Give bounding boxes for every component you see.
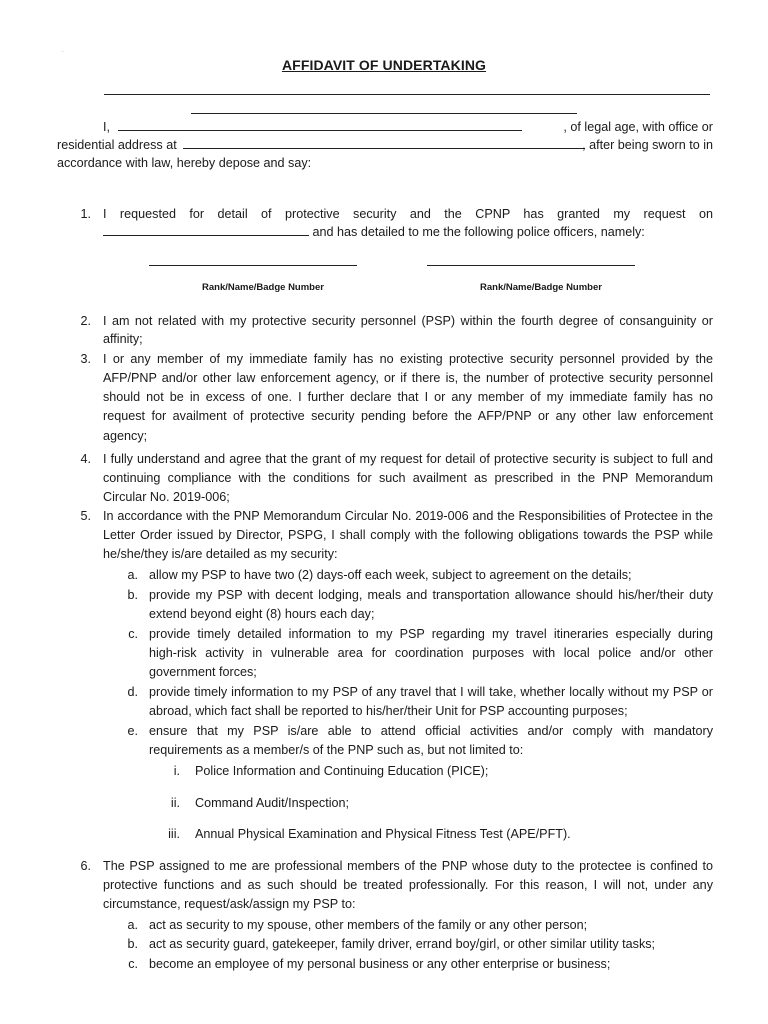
intro-line-2: [57, 136, 713, 154]
item-2-line-2: affinity;: [103, 332, 143, 346]
item-5a-label: a.: [127, 568, 138, 582]
intro-line-1: [103, 118, 713, 136]
item-5e-i-label: i.: [173, 764, 180, 778]
item-5b-line-2: extend beyond eight (8) hours each day;: [149, 607, 375, 621]
item-5b-line-1: provide my PSP with decent lodging, meals and transportation allowance should his/her/their duty: [149, 588, 713, 602]
item-5e-ii-label: ii.: [170, 796, 180, 810]
header-blank-line-1: [104, 94, 710, 95]
header-blank-line-2: [191, 113, 577, 114]
item-2-line-1: I am not related with my protective security personnel (PSP) within the fourth degree of consanguinity or: [103, 314, 713, 328]
item-4-line-1: I fully understand and agree that the grant of my request for detail of protective security is subject to full and: [103, 452, 713, 466]
intro-residential: residential address at: [57, 138, 177, 152]
officer-caption-right: Rank/Name/Badge Number: [480, 282, 602, 293]
item-5e-line-1: ensure that my PSP is/are able to attend official activities and/or comply with mandatory: [149, 724, 713, 738]
item-3-line-2: AFP/PNP and/or other law enforcement agency, or if there is, the number of protective security personnel: [103, 371, 713, 385]
item-6-line-1: The PSP assigned to me are professional members of the PNP whose duty to the protectee is confined to: [103, 859, 713, 873]
item-1-number: 1.: [80, 207, 91, 221]
intro-legal-age: , of legal age, with office or: [563, 120, 713, 134]
item-5c-line-2: high-risk activity in vulnerable area for coordination purposes with local police and/or other: [149, 646, 713, 660]
item-5-line-1: In accordance with the PNP Memorandum Circular No. 2019-006 and the Responsibilities of Protectee in the: [103, 509, 713, 523]
item-6b-text: act as security guard, gatekeeper, family driver, errand boy/girl, or other similar utility tasks;: [149, 937, 656, 951]
intro-sworn: , after being sworn to in: [582, 138, 713, 152]
intro-accordance: accordance with law, hereby depose and say:: [57, 156, 312, 170]
scan-mark: .: [62, 48, 64, 54]
item-5d-line-2: abroad, which fact shall be reported to his/her/their Unit for PSP accounting purposes;: [149, 704, 628, 718]
item-3-line-4: request for availment of protective security pending before the AFP/PNP or any other law enforcement: [103, 409, 713, 423]
item-5d-label: d.: [127, 685, 138, 699]
intro-i-label: I,: [103, 120, 110, 134]
address-blank: [183, 136, 585, 149]
item-4-number: 4.: [80, 452, 91, 466]
date-blank: [103, 223, 309, 236]
item-6c-label: c.: [128, 957, 138, 971]
item-5e-iii-label: iii.: [168, 827, 180, 841]
item-6-number: 6.: [80, 859, 91, 873]
item-5e-ii-text: Command Audit/Inspection;: [195, 796, 350, 810]
item-6a-text: act as security to my spouse, other members of the family or any other person;: [149, 918, 588, 932]
item-5e-line-2: requirements as a member/s of the PNP such as, but not limited to:: [149, 743, 524, 757]
item-5a-line-1: allow my PSP to have two (2) days-off each week, subject to agreement on the details;: [149, 568, 632, 582]
item-1-line-1: I requested for detail of protective security and the CPNP has granted my request on: [103, 207, 713, 221]
officer-caption-left: Rank/Name/Badge Number: [202, 282, 324, 293]
item-5e-i-text: Police Information and Continuing Education (PICE);: [195, 764, 489, 778]
item-5-line-2: Letter Order issued by Director, PSPG, I shall comply with the following obligations towards the PSP while: [103, 528, 713, 542]
officer-signature-line-left: [149, 265, 357, 266]
item-6-line-3: circumstance, request/ask/assign my PSP to:: [103, 897, 356, 911]
officer-signature-line-right: [427, 265, 635, 266]
item-5c-line-1: provide timely detailed information to my PSP regarding my travel itineraries especially during: [149, 627, 713, 641]
item-5-number: 5.: [80, 509, 91, 523]
item-3-line-3: should not be in excess of one. I further declare that I or any member of my immediate family has no: [103, 390, 713, 404]
name-blank: [118, 118, 522, 131]
page-title: AFFIDAVIT OF UNDERTAKING: [281, 57, 487, 73]
item-5e-iii-text: Annual Physical Examination and Physical Fitness Test (APE/PFT).: [195, 827, 571, 841]
item-5c-label: c.: [128, 627, 138, 641]
item-5c-line-3: government forces;: [149, 665, 257, 679]
item-3-number: 3.: [80, 352, 91, 366]
item-6b-label: b.: [127, 937, 138, 951]
item-5-line-3: he/she/they is/are detailed as my security:: [103, 547, 338, 561]
item-3-line-1: I or any member of my immediate family has no existing protective security personnel provided by the: [103, 352, 713, 366]
item-4-line-3: Circular No. 2019-006;: [103, 490, 230, 504]
item-2-number: 2.: [80, 314, 91, 328]
item-6c-text: become an employee of my personal business or any other enterprise or business;: [149, 957, 611, 971]
item-6a-label: a.: [127, 918, 138, 932]
item-3-line-5: agency;: [103, 429, 148, 443]
item-6-line-2: protective functions and as such should be treated professionally. For this reason, I will not, under any: [103, 878, 713, 892]
item-1-line-2-text: and has detailed to me the following police officers, namely:: [312, 225, 645, 239]
item-5e-label: e.: [127, 724, 138, 738]
item-5d-line-1: provide timely information to my PSP of any travel that I will take, whether locally without my PSP or: [149, 685, 713, 699]
item-1-line-2: [103, 223, 645, 241]
intro-line-3: [57, 154, 311, 172]
item-4-line-2: continuing compliance with the conditions for such availment as prescribed in the PNP Memorandum: [103, 471, 713, 485]
item-5b-label: b.: [127, 588, 138, 602]
